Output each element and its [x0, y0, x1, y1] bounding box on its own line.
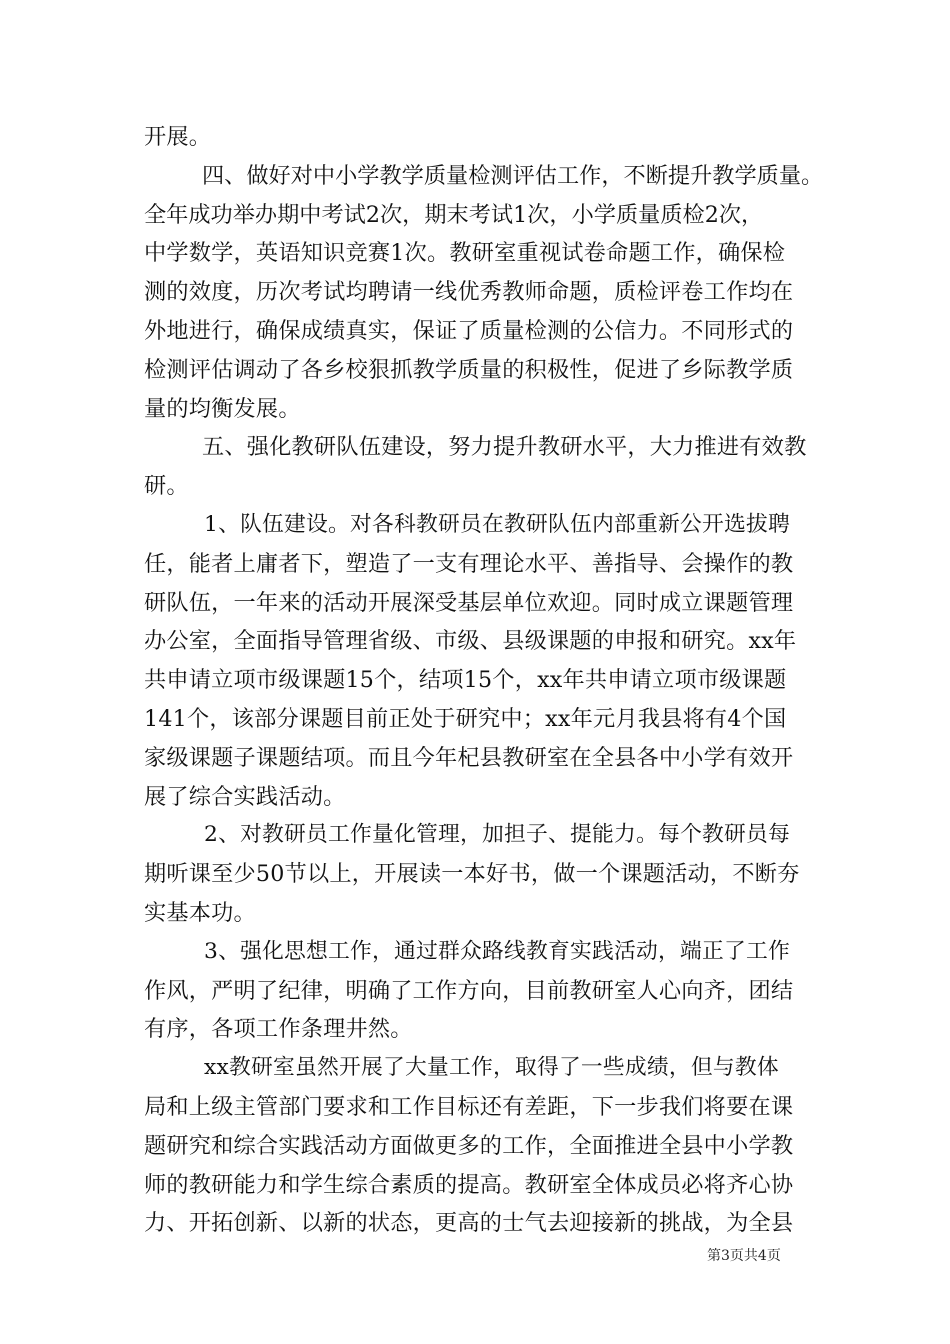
text-line: 共申请立项市级课题15个，结项15个，xx年共申请立项市级课题: [144, 667, 787, 694]
text-line: 任，能者上庸者下，塑造了一支有理论水平、善指导、会操作的教: [144, 550, 794, 577]
text-line: 局和上级主管部门要求和工作目标还有差距，下一步我们将要在课: [144, 1093, 794, 1120]
text-line: 全年成功举办期中考试2次，期末考试1次，小学质量质检2次，: [144, 201, 764, 228]
text-line: 展了综合实践活动。: [144, 783, 346, 810]
text-line: 量的均衡发展。: [144, 395, 301, 422]
text-line: 研队伍，一年来的活动开展深受基层单位欢迎。同时成立课题管理: [144, 589, 794, 616]
text-line: 1、队伍建设。对各科教研员在教研队伍内部重新公开选拔聘: [204, 511, 790, 537]
text-line: 2、对教研员工作量化管理，加担子、提能力。每个教研员每: [204, 822, 790, 848]
text-line: 141个，该部分课题目前正处于研究中；xx年元月我县将有4个国: [144, 705, 787, 732]
text-line: xx教研室虽然开展了大量工作，取得了一些成绩，但与教体: [204, 1055, 779, 1081]
text-line: 研。: [144, 473, 189, 500]
text-line: 期听课至少50节以上，开展读一本好书，做一个课题活动，不断夯: [144, 861, 800, 888]
text-line: 作风，严明了纪律，明确了工作方向，目前教研室人心向齐，团结: [144, 977, 794, 1004]
text-line: 中学数学，英语知识竞赛1次。教研室重视试卷命题工作，确保检: [144, 240, 786, 267]
text-line: 测的效度，历次考试均聘请一线优秀教师命题，质检评卷工作均在: [144, 279, 794, 306]
text-line: 办公室，全面指导管理省级、市级、县级课题的申报和研究。xx年: [144, 628, 797, 655]
text-line: 五、强化教研队伍建设，努力提升教研水平，大力推进有效教: [202, 434, 807, 461]
body-text: [144, 118, 824, 1243]
text-line: 实基本功。: [144, 899, 256, 926]
page-number: 第3页共4页: [707, 1248, 781, 1264]
text-line: 师的教研能力和学生综合素质的提高。教研室全体成员必将齐心协: [144, 1171, 794, 1198]
text-line: 检测评估调动了各乡校狠抓教学质量的积极性，促进了乡际教学质: [144, 356, 794, 383]
text-line: 四、做好对中小学教学质量检测评估工作，不断提升教学质量。: [202, 162, 824, 189]
text-line: 家级课题子课题结项。而且今年杞县教研室在全县各中小学有效开: [144, 744, 794, 771]
text-line: 力、开拓创新、以新的状态，更高的士气去迎接新的挑战，为全县: [144, 1210, 794, 1237]
text-line: 开展。: [144, 124, 212, 150]
text-line: 题研究和综合实践活动方面做更多的工作，全面推进全县中小学教: [144, 1132, 794, 1159]
text-line: 3、强化思想工作，通过群众路线教育实践活动，端正了工作: [204, 938, 790, 964]
text-line: 有序，各项工作条理井然。: [144, 1016, 413, 1043]
text-line: 外地进行，确保成绩真实，保证了质量检测的公信力。不同形式的: [144, 317, 794, 344]
